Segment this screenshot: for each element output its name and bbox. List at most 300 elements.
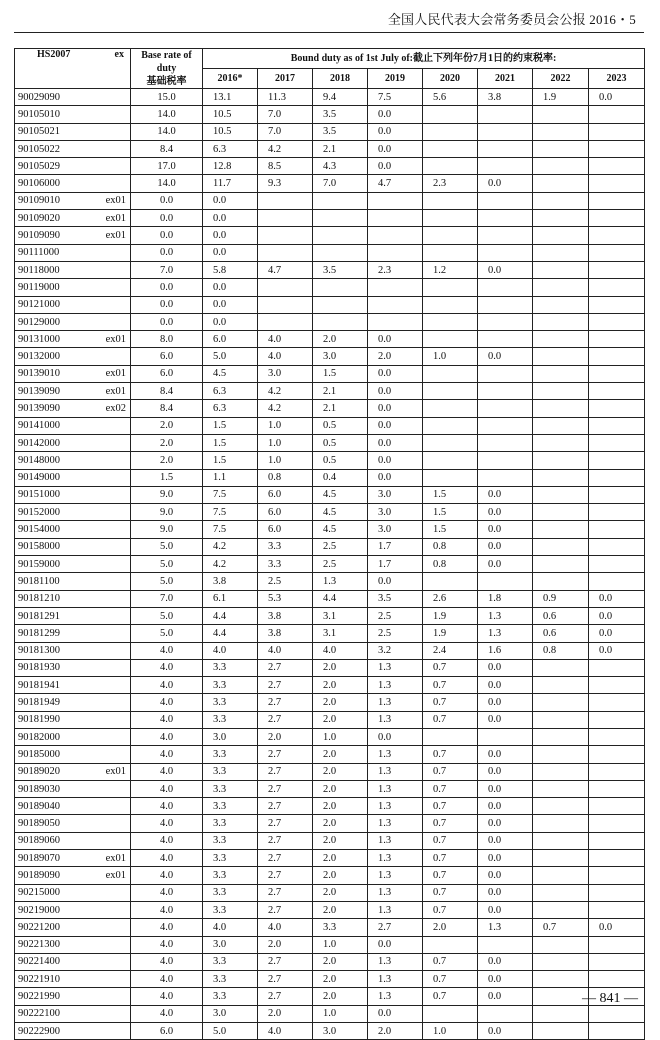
bound-rate-cell: 3.3 — [203, 694, 258, 711]
bound-rate-cell — [589, 746, 645, 763]
base-rate-cell: 0.0 — [131, 244, 203, 261]
hs-code-cell: 90105029 — [15, 158, 99, 175]
bound-rate-cell: 0.0 — [478, 971, 533, 988]
bound-rate-cell — [589, 936, 645, 953]
bound-rate-cell: 1.3 — [313, 573, 368, 590]
bound-rate-cell: 2.0 — [313, 901, 368, 918]
bound-rate-cell — [589, 210, 645, 227]
bound-rate-cell: 2.3 — [368, 261, 423, 278]
bound-rate-cell — [589, 815, 645, 832]
hs-code-cell: 90189050 — [15, 815, 99, 832]
bound-rate-cell: 6.1 — [203, 590, 258, 607]
bound-rate-cell: 0.0 — [478, 832, 533, 849]
bound-rate-cell: 0.0 — [368, 106, 423, 123]
table-row — [15, 296, 645, 313]
base-rate-cell: 4.0 — [131, 659, 203, 676]
hs-code-cell: 90189030 — [15, 780, 99, 797]
hs-code-cell: 90119000 — [15, 279, 99, 296]
bound-rate-cell: 4.4 — [203, 607, 258, 624]
bound-rate-cell — [589, 1023, 645, 1040]
bound-rate-cell: 0.0 — [478, 798, 533, 815]
ex-cell — [99, 140, 131, 157]
bound-rate-cell — [478, 244, 533, 261]
base-rate-cell: 4.0 — [131, 919, 203, 936]
ex-cell: ex01 — [99, 365, 131, 382]
bound-rate-cell: 1.3 — [368, 971, 423, 988]
bound-rate-cell: 6.3 — [203, 400, 258, 417]
bound-rate-cell: 0.0 — [368, 469, 423, 486]
bound-rate-cell: 0.0 — [478, 850, 533, 867]
bound-rate-cell: 0.0 — [589, 919, 645, 936]
hs-code-cell: 90181990 — [15, 711, 99, 728]
bound-rate-cell: 3.3 — [203, 798, 258, 815]
bound-rate-cell: 3.2 — [368, 642, 423, 659]
bound-rate-cell — [478, 400, 533, 417]
bound-rate-cell — [589, 573, 645, 590]
bound-rate-cell — [423, 936, 478, 953]
table-row — [15, 538, 645, 555]
bound-rate-cell — [478, 383, 533, 400]
bound-rate-cell: 0.0 — [368, 123, 423, 140]
bound-rate-cell: 3.3 — [203, 746, 258, 763]
bound-rate-cell — [423, 123, 478, 140]
bound-rate-cell: 2.0 — [313, 780, 368, 797]
bound-rate-cell — [533, 261, 589, 278]
bound-rate-cell — [533, 486, 589, 503]
bound-rate-cell: 0.0 — [478, 901, 533, 918]
base-rate-cell: 4.0 — [131, 642, 203, 659]
bound-rate-cell — [589, 780, 645, 797]
ex-cell — [99, 538, 131, 555]
bound-rate-cell: 0.0 — [589, 607, 645, 624]
bound-rate-cell — [423, 296, 478, 313]
bound-rate-cell: 0.0 — [203, 279, 258, 296]
base-rate-cell: 9.0 — [131, 521, 203, 538]
bound-rate-cell: 0.0 — [368, 573, 423, 590]
bound-rate-cell: 3.3 — [203, 901, 258, 918]
bound-rate-cell — [423, 417, 478, 434]
base-rate-header-line3: 基础税率 — [146, 76, 187, 87]
bound-rate-cell: 0.9 — [533, 590, 589, 607]
hs-code-cell: 90109020 — [15, 210, 99, 227]
base-rate-cell: 4.0 — [131, 728, 203, 745]
hs-code-cell: 90029090 — [15, 89, 99, 106]
bound-rate-cell: 3.5 — [313, 106, 368, 123]
bound-rate-cell: 3.8 — [258, 625, 313, 642]
bound-rate-cell: 4.4 — [203, 625, 258, 642]
base-rate-cell: 4.0 — [131, 901, 203, 918]
bound-rate-cell: 1.3 — [368, 884, 423, 901]
base-rate-cell: 4.0 — [131, 815, 203, 832]
bound-rate-cell: 4.0 — [258, 1023, 313, 1040]
bound-rate-cell — [478, 227, 533, 244]
header-rule — [14, 32, 644, 33]
bound-rate-cell: 7.5 — [203, 504, 258, 521]
bound-rate-cell: 4.0 — [258, 642, 313, 659]
bound-rate-cell — [533, 659, 589, 676]
base-rate-cell: 0.0 — [131, 296, 203, 313]
bound-rate-cell: 2.7 — [258, 677, 313, 694]
table-row — [15, 158, 645, 175]
bound-rate-cell — [589, 365, 645, 382]
bound-rate-cell — [533, 953, 589, 970]
hs-code-cell: 90149000 — [15, 469, 99, 486]
hs-code-cell: 90154000 — [15, 521, 99, 538]
table-row — [15, 452, 645, 469]
ex-cell — [99, 348, 131, 365]
bound-rate-cell — [533, 400, 589, 417]
bound-rate-cell — [423, 331, 478, 348]
bound-rate-cell — [478, 1005, 533, 1022]
hs-code-cell: 90181300 — [15, 642, 99, 659]
table-row — [15, 123, 645, 140]
bound-rate-cell: 4.7 — [368, 175, 423, 192]
bound-rate-cell — [368, 296, 423, 313]
bound-rate-cell: 1.5 — [423, 504, 478, 521]
bound-rate-cell: 4.2 — [203, 556, 258, 573]
bound-rate-cell: 2.7 — [258, 659, 313, 676]
table-row — [15, 89, 645, 106]
bound-rate-cell: 3.3 — [203, 780, 258, 797]
bound-rate-cell — [313, 210, 368, 227]
bound-rate-cell — [533, 867, 589, 884]
bound-rate-cell: 1.0 — [258, 417, 313, 434]
bound-rate-cell: 0.0 — [368, 936, 423, 953]
bound-rate-cell — [423, 1005, 478, 1022]
base-rate-cell: 5.0 — [131, 573, 203, 590]
bound-rate-cell: 3.3 — [203, 832, 258, 849]
bound-rate-cell: 1.3 — [368, 694, 423, 711]
table-row — [15, 677, 645, 694]
bound-rate-cell: 0.0 — [203, 192, 258, 209]
table-row — [15, 400, 645, 417]
ex-cell — [99, 106, 131, 123]
bound-rate-cell — [313, 244, 368, 261]
ex-cell — [99, 1005, 131, 1022]
hs-code-cell: 90159000 — [15, 556, 99, 573]
bound-rate-cell: 1.3 — [368, 798, 423, 815]
bound-rate-cell: 2.0 — [313, 832, 368, 849]
bound-rate-cell: 2.0 — [313, 815, 368, 832]
hs-code-cell: 90189020 — [15, 763, 99, 780]
table-row — [15, 763, 645, 780]
base-rate-cell: 2.0 — [131, 417, 203, 434]
bound-rate-cell: 1.0 — [423, 348, 478, 365]
bound-rate-cell — [533, 158, 589, 175]
table-row — [15, 504, 645, 521]
bound-rate-cell — [533, 711, 589, 728]
bound-rate-cell: 4.2 — [258, 383, 313, 400]
bound-rate-cell: 1.5 — [203, 452, 258, 469]
bound-rate-cell — [478, 296, 533, 313]
ex-cell — [99, 694, 131, 711]
base-rate-cell: 4.0 — [131, 884, 203, 901]
bound-rate-cell: 3.3 — [203, 659, 258, 676]
table-row — [15, 694, 645, 711]
base-rate-cell: 5.0 — [131, 538, 203, 555]
table-row — [15, 642, 645, 659]
base-rate-cell: 1.5 — [131, 469, 203, 486]
bound-rate-cell: 2.7 — [258, 832, 313, 849]
page-number: — 841 — — [582, 991, 638, 1006]
bound-rate-cell: 0.7 — [423, 746, 478, 763]
base-rate-cell: 4.0 — [131, 953, 203, 970]
bound-rate-cell: 0.0 — [589, 642, 645, 659]
bound-rate-cell — [533, 677, 589, 694]
bound-rate-cell: 10.5 — [203, 123, 258, 140]
bound-rate-cell — [589, 296, 645, 313]
bound-rate-cell: 1.3 — [478, 625, 533, 642]
hs-code-cell: 90181299 — [15, 625, 99, 642]
bound-rate-cell: 2.0 — [313, 677, 368, 694]
base-rate-cell: 8.4 — [131, 383, 203, 400]
bound-rate-cell — [533, 434, 589, 451]
table-row — [15, 210, 645, 227]
ex-cell — [99, 607, 131, 624]
ex-cell — [99, 244, 131, 261]
base-rate-cell: 4.0 — [131, 763, 203, 780]
bound-rate-cell — [589, 434, 645, 451]
bound-rate-cell: 0.0 — [478, 763, 533, 780]
bound-rate-cell: 3.3 — [203, 677, 258, 694]
bound-rate-cell: 6.3 — [203, 383, 258, 400]
table-row — [15, 365, 645, 382]
bound-rate-cell: 4.2 — [203, 538, 258, 555]
bound-rate-cell: 1.5 — [203, 417, 258, 434]
base-rate-cell: 4.0 — [131, 746, 203, 763]
table-row — [15, 383, 645, 400]
table-row — [15, 659, 645, 676]
bound-rate-cell — [589, 763, 645, 780]
bound-rate-cell: 3.3 — [203, 850, 258, 867]
ex-cell: ex01 — [99, 331, 131, 348]
bound-rate-cell: 1.5 — [423, 521, 478, 538]
table-row — [15, 227, 645, 244]
ex-cell — [99, 936, 131, 953]
bound-rate-cell — [533, 106, 589, 123]
bound-rate-cell: 4.5 — [203, 365, 258, 382]
bound-rate-cell — [589, 694, 645, 711]
bound-rate-cell — [258, 210, 313, 227]
bound-rate-cell: 2.0 — [313, 711, 368, 728]
bound-rate-cell — [589, 244, 645, 261]
hs-code-cell: 90158000 — [15, 538, 99, 555]
base-rate-cell: 14.0 — [131, 106, 203, 123]
bound-rate-cell: 4.0 — [203, 919, 258, 936]
bound-rate-cell — [533, 850, 589, 867]
bound-rate-cell: 4.0 — [258, 331, 313, 348]
bound-rate-cell: 0.0 — [368, 728, 423, 745]
bound-rate-cell: 4.2 — [258, 140, 313, 157]
hs-code-cell: 90222900 — [15, 1023, 99, 1040]
bound-rate-cell: 1.9 — [533, 89, 589, 106]
bound-rate-cell: 0.5 — [313, 417, 368, 434]
bound-rate-cell — [533, 227, 589, 244]
bound-rate-cell — [258, 244, 313, 261]
base-rate-cell: 0.0 — [131, 279, 203, 296]
bound-rate-cell: 4.7 — [258, 261, 313, 278]
bound-rate-cell — [478, 434, 533, 451]
bound-rate-cell: 3.3 — [203, 815, 258, 832]
bound-rate-cell — [533, 538, 589, 555]
hs-code-cell: 90221910 — [15, 971, 99, 988]
bound-rate-cell — [423, 140, 478, 157]
table-row — [15, 469, 645, 486]
bound-rate-cell: 1.0 — [423, 1023, 478, 1040]
bound-rate-cell — [533, 175, 589, 192]
base-rate-cell: 7.0 — [131, 261, 203, 278]
bound-rate-cell — [533, 936, 589, 953]
bound-rate-cell — [533, 504, 589, 521]
bound-rate-cell: 2.5 — [258, 573, 313, 590]
bound-rate-cell: 2.0 — [313, 659, 368, 676]
bound-rate-cell: 0.8 — [533, 642, 589, 659]
bound-rate-cell — [423, 452, 478, 469]
bound-rate-cell — [589, 106, 645, 123]
hs-code-cell: 90215000 — [15, 884, 99, 901]
table-row — [15, 244, 645, 261]
bound-rate-cell: 2.7 — [258, 850, 313, 867]
table-row — [15, 746, 645, 763]
bound-rate-cell: 3.3 — [203, 953, 258, 970]
bound-rate-cell: 0.0 — [478, 953, 533, 970]
hs-code-cell: 90152000 — [15, 504, 99, 521]
bound-rate-cell: 2.0 — [423, 919, 478, 936]
gazette-header: 全国人民代表大会常务委员会公报 2016・5 — [387, 12, 636, 27]
bound-rate-cell — [533, 365, 589, 382]
bound-rate-cell: 6.0 — [258, 486, 313, 503]
ex-cell — [99, 832, 131, 849]
bound-rate-cell — [533, 417, 589, 434]
bound-rate-cell: 6.0 — [203, 331, 258, 348]
bound-rate-cell: 2.7 — [258, 711, 313, 728]
bound-rate-cell — [589, 348, 645, 365]
ex-cell — [99, 746, 131, 763]
table-row — [15, 140, 645, 157]
year-header: 2016* — [203, 69, 258, 89]
bound-rate-cell: 4.4 — [313, 590, 368, 607]
bound-rate-cell — [589, 279, 645, 296]
bound-rate-cell: 2.7 — [258, 763, 313, 780]
bound-rate-cell: 6.0 — [258, 521, 313, 538]
bound-rate-cell: 0.4 — [313, 469, 368, 486]
bound-rate-cell: 2.0 — [368, 348, 423, 365]
year-header: 2019 — [368, 69, 423, 89]
bound-rate-cell: 1.3 — [368, 867, 423, 884]
table-row — [15, 832, 645, 849]
bound-rate-cell: 1.3 — [368, 988, 423, 1005]
hs-code-cell: 90221200 — [15, 919, 99, 936]
bound-rate-cell: 8.5 — [258, 158, 313, 175]
base-rate-cell: 8.4 — [131, 400, 203, 417]
bound-rate-cell — [423, 365, 478, 382]
bound-rate-cell: 0.0 — [368, 1005, 423, 1022]
hs-code-cell: 90189040 — [15, 798, 99, 815]
hs-code-cell: 90148000 — [15, 452, 99, 469]
table-row — [15, 971, 645, 988]
bound-rate-cell — [478, 452, 533, 469]
bound-rate-cell: 3.3 — [203, 988, 258, 1005]
bound-rate-cell — [478, 106, 533, 123]
bound-rate-cell — [368, 244, 423, 261]
bound-rate-cell: 3.0 — [368, 486, 423, 503]
table-row — [15, 261, 645, 278]
bound-rate-cell: 0.7 — [533, 919, 589, 936]
base-rate-cell: 6.0 — [131, 1023, 203, 1040]
bound-rate-cell: 1.3 — [368, 953, 423, 970]
bound-rate-cell: 13.1 — [203, 89, 258, 106]
bound-rate-cell — [589, 832, 645, 849]
table-row — [15, 884, 645, 901]
table-row — [15, 590, 645, 607]
table-row — [15, 556, 645, 573]
table-row — [15, 953, 645, 970]
base-rate-cell: 0.0 — [131, 192, 203, 209]
bound-rate-cell: 3.3 — [203, 884, 258, 901]
bound-rate-cell: 2.1 — [313, 400, 368, 417]
table-row — [15, 348, 645, 365]
bound-duty-header: Bound duty as of 1st July of:截止下列年份7月1日的约束税率: — [203, 49, 645, 69]
bound-rate-cell — [533, 210, 589, 227]
bound-rate-cell — [533, 763, 589, 780]
bound-rate-cell: 2.0 — [313, 971, 368, 988]
table-row — [15, 486, 645, 503]
hs-code-cell: 90221400 — [15, 953, 99, 970]
bound-rate-cell: 0.7 — [423, 711, 478, 728]
bound-rate-cell — [258, 279, 313, 296]
bound-rate-cell — [533, 694, 589, 711]
bound-rate-cell: 0.5 — [313, 434, 368, 451]
base-rate-cell: 4.0 — [131, 798, 203, 815]
table-row — [15, 901, 645, 918]
hs-code-cell: 90181941 — [15, 677, 99, 694]
bound-rate-cell — [258, 227, 313, 244]
year-header: 2020 — [423, 69, 478, 89]
ex-cell: ex01 — [99, 867, 131, 884]
bound-rate-cell — [423, 210, 478, 227]
table-row — [15, 850, 645, 867]
table-row — [15, 815, 645, 832]
bound-rate-cell: 0.7 — [423, 798, 478, 815]
bound-rate-cell: 1.5 — [203, 434, 258, 451]
bound-rate-cell — [589, 227, 645, 244]
bound-rate-cell: 11.7 — [203, 175, 258, 192]
bound-rate-cell: 0.7 — [423, 988, 478, 1005]
bound-rate-cell: 1.3 — [368, 850, 423, 867]
bound-rate-cell: 1.3 — [368, 901, 423, 918]
ex-cell — [99, 1023, 131, 1040]
base-rate-cell: 5.0 — [131, 556, 203, 573]
bound-rate-cell — [533, 1005, 589, 1022]
table-row — [15, 417, 645, 434]
bound-rate-cell: 3.0 — [203, 1005, 258, 1022]
bound-rate-cell: 4.2 — [258, 400, 313, 417]
hs-code-cell: 90118000 — [15, 261, 99, 278]
ex-cell — [99, 919, 131, 936]
base-rate-cell: 4.0 — [131, 988, 203, 1005]
table-row — [15, 988, 645, 1005]
bound-rate-cell: 0.0 — [589, 89, 645, 106]
bound-rate-cell: 0.0 — [478, 677, 533, 694]
table-row — [15, 331, 645, 348]
bound-rate-cell: 1.3 — [368, 711, 423, 728]
ex-cell — [99, 313, 131, 330]
bound-rate-cell — [533, 331, 589, 348]
bound-rate-cell: 4.5 — [313, 486, 368, 503]
base-rate-cell: 0.0 — [131, 210, 203, 227]
table-row — [15, 313, 645, 330]
bound-rate-cell — [423, 469, 478, 486]
